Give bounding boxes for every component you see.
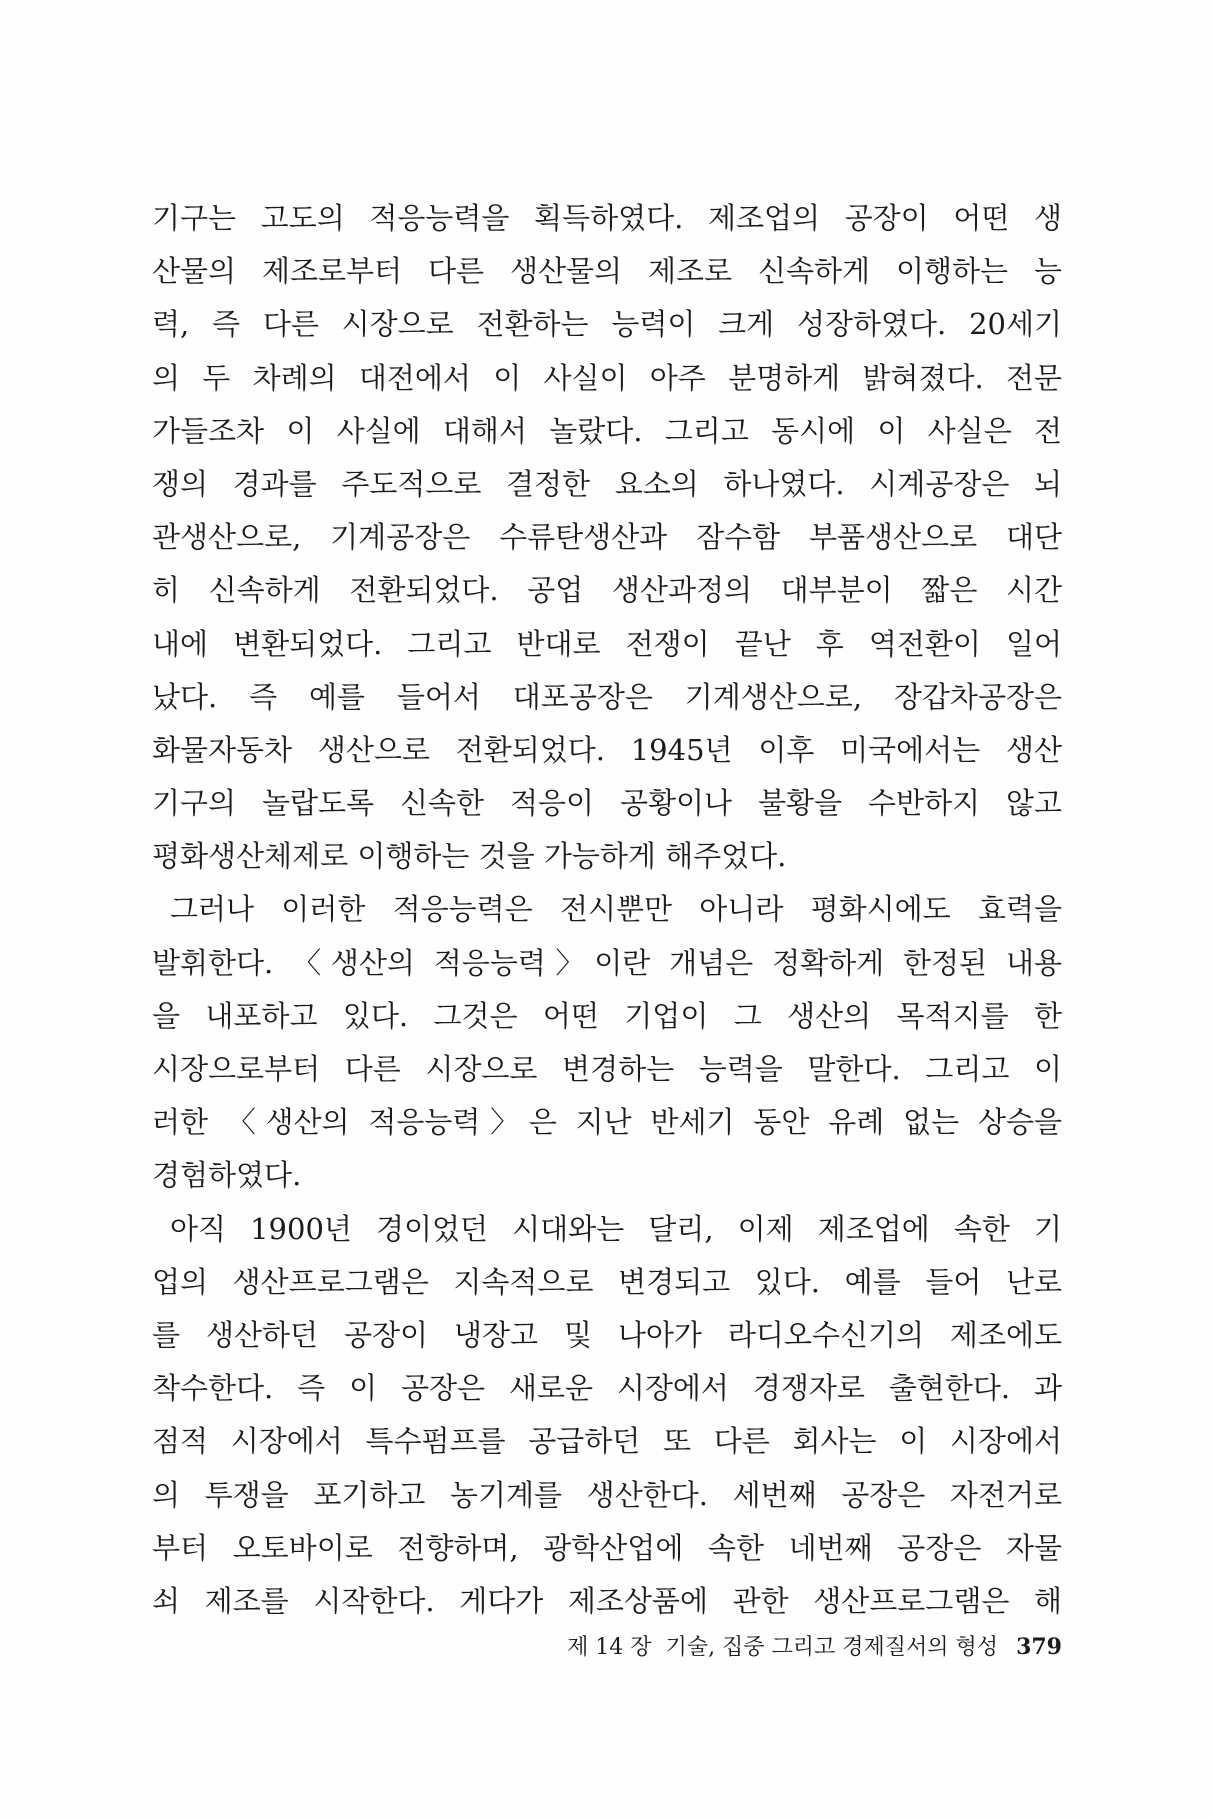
text-line: 쟁의 경과를 주도적으로 결정한 요소의 하나였다. 시계공장은 뇌 [152,466,1062,501]
text-line: 내에 변환되었다. 그리고 반대로 전쟁이 끝난 후 역전환이 일어 [152,626,1062,661]
body-text [152,192,1062,1628]
text-line: 발휘한다. 〈생산의 적응능력〉이란 개념은 정확하게 한정된 내용 [152,945,1062,980]
page-number: 379 [1016,1634,1062,1660]
text-line: 쇠 제조를 시작한다. 게다가 제조상품에 관한 생산프로그램은 해 [152,1583,1062,1618]
text-line: 를 생산하던 공장이 냉장고 및 나아가 라디오수신기의 제조에도 [152,1317,1062,1352]
chapter-title: 기술, 집중 그리고 경제질서의 형성 [665,1635,999,1660]
text-line: 착수한다. 즉 이 공장은 새로운 시장에서 경쟁자로 출현한다. 과 [152,1371,1062,1406]
text-line: 의 두 차례의 대전에서 이 사실이 아주 분명하게 밝혀졌다. 전문 [152,360,1062,395]
text-line: 관생산으로, 기계공장은 수류탄생산과 잠수함 부품생산으로 대단 [152,520,1062,555]
text-line: 화물자동차 생산으로 전환되었다. 1945년 이후 미국에서는 생산 [152,732,1062,767]
text-line: 산물의 제조로부터 다른 생산물의 제조로 신속하게 이행하는 능 [152,254,1062,289]
paragraph-start-line: 그러나 이러한 적응능력은 전시뿐만 아니라 평화시에도 효력을 [170,892,1062,927]
chapter-label: 제 14 장 [567,1635,652,1660]
paragraph-start-line: 아직 1900년 경이었던 시대와는 달리, 이제 제조업에 속한 기 [170,1211,1062,1246]
text-line: 부터 오토바이로 전향하며, 광학산업에 속한 네번째 공장은 자물 [152,1530,1062,1565]
text-line: 히 신속하게 전환되었다. 공업 생산과정의 대부분이 짧은 시간 [152,573,1062,608]
text-line: 력, 즉 다른 시장으로 전환하는 능력이 크게 성장하였다. 20세기 [152,307,1062,342]
page-footer [152,1632,1062,1663]
text-line: 기구의 놀랍도록 신속한 적응이 공황이나 불황을 수반하지 않고 [152,786,1062,821]
text-line: 시장으로부터 다른 시장으로 변경하는 능력을 말한다. 그리고 이 [152,1052,1062,1086]
text-line: 점적 시장에서 특수펌프를 공급하던 또 다른 회사는 이 시장에서 [152,1424,1062,1459]
text-line: 났다. 즉 예를 들어서 대포공장은 기계생산으로, 장갑차공장은 [152,679,1062,714]
text-line: 평화생산체제로 이행하는 것을 가능하게 해주었다. [152,839,787,874]
text-line: 의 투쟁을 포기하고 농기계를 생산한다. 세번째 공장은 자전거로 [152,1477,1062,1512]
text-line: 업의 생산프로그램은 지속적으로 변경되고 있다. 예를 들어 난로 [152,1264,1062,1299]
text-line: 을 내포하고 있다. 그것은 어떤 기업이 그 생산의 목적지를 한 [152,998,1062,1033]
text-line: 가들조차 이 사실에 대해서 놀랐다. 그리고 동시에 이 사실은 전 [152,413,1062,448]
text-line: 기구는 고도의 적응능력을 획득하였다. 제조업의 공장이 어떤 생 [152,201,1062,235]
text-line: 경험하였다. [152,1158,302,1193]
text-line: 러한 〈생산의 적응능력〉은 지난 반세기 동안 유례 없는 상승을 [152,1105,1062,1140]
